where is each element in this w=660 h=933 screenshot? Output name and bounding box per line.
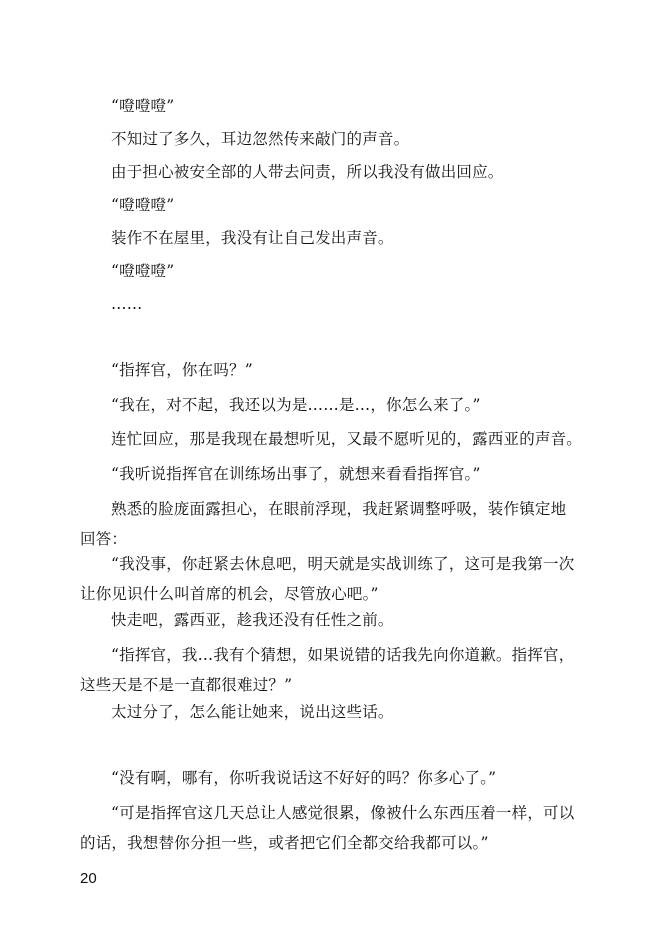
paragraph-no-response: 由于担心被安全部的人带去问责，所以我没有做出回应。 — [111, 163, 504, 181]
paragraph-heard-accident: “我听说指挥官在训练场出事了，就想来看看指挥官。” — [111, 465, 481, 483]
page-number: 20 — [80, 870, 97, 887]
paragraph-i-am-fine: “我没事，你赶紧去休息吧，明天就是实战训练了，这可是我第一次让你见识什么叫首席的机会，尽管放心吧。” — [80, 555, 575, 603]
paragraph-ellipsis: …… — [111, 295, 143, 313]
paragraph-knock-1: “噔噔噔” — [111, 97, 175, 115]
paragraph-familiar-face: 熟悉的脸庞面露担心，在眼前浮现，我赶紧调整呼吸，装作镇定地回答： — [80, 500, 567, 548]
paragraph-share-burden: “可是指挥官这几天总让人感觉很累，像被什么东西压着一样，可以的话，我想替你分担一些，或者把它们全都交给我都可以。” — [80, 804, 575, 852]
paragraph-knock-sound: 不知过了多久，耳边忽然传来敲门的声音。 — [111, 130, 410, 148]
paragraph-knock-3: “噔噔噔” — [111, 262, 175, 280]
paragraph-guess: “指挥官，我…我有个猜想，如果说错的话我先向你道歉。指挥官，这些天是不是一直都很难过？” — [80, 646, 575, 694]
paragraph-lucia-voice: 连忙回应，那是我现在最想听见，又最不愿听见的，露西亚的声音。 — [111, 430, 583, 448]
paragraph-not-at-all: “没有啊，哪有，你听我说话这不好好的吗？你多心了。” — [111, 769, 497, 787]
paragraph-go-now: 快走吧，露西亚，趁我还没有任性之前。 — [111, 611, 394, 629]
paragraph-too-much: 太过分了，怎么能让她来，说出这些话。 — [111, 703, 394, 721]
paragraph-are-you-there: “指挥官，你在吗？” — [111, 361, 253, 379]
paragraph-pretend-absent: 装作不在屋里，我没有让自己发出声音。 — [111, 229, 394, 247]
paragraph-knock-2: “噔噔噔” — [111, 196, 175, 214]
paragraph-i-am-here: “我在，对不起，我还以为是……是…，你怎么来了。” — [111, 396, 481, 414]
